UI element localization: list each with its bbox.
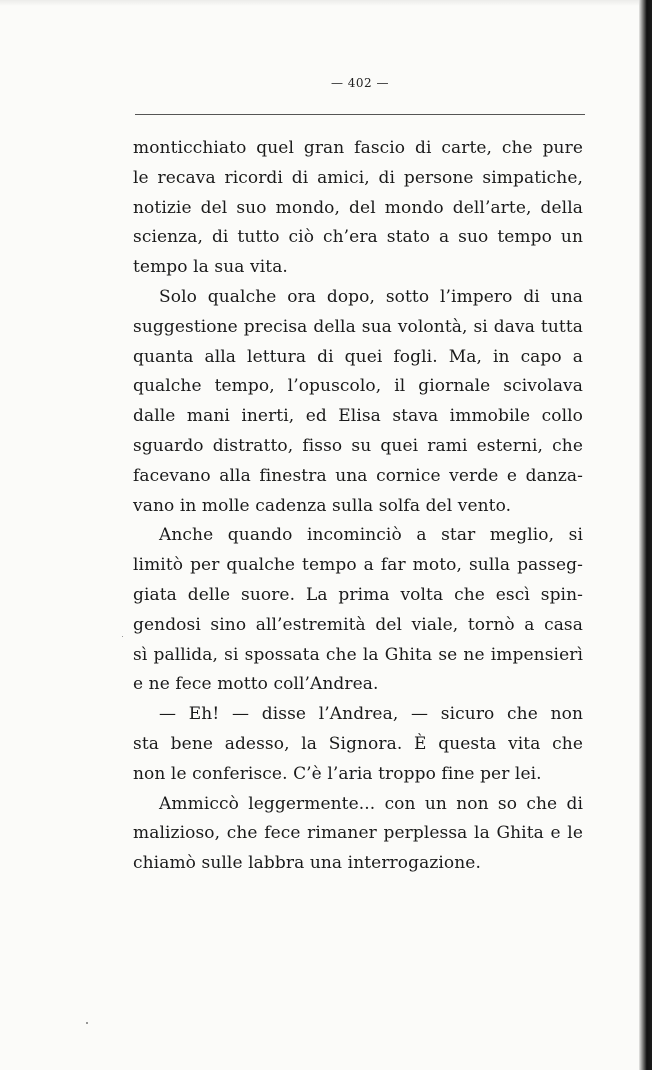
text-line: non le conferisce. C’è l’aria troppo fine per lei. — [133, 763, 542, 784]
text-line: sì pallida, si spossata che la Ghita se ne impensierì — [133, 644, 583, 665]
page-number: — 402 — — [330, 76, 390, 90]
text-line: dalle mani inerti, ed Elisa stava immobile collo — [133, 406, 583, 427]
text-line: suggestione precisa della sua volontà, si dava tutta — [133, 316, 583, 337]
paragraph-5 — [133, 790, 583, 879]
paper-speck — [122, 636, 123, 637]
paper-speck — [86, 1022, 88, 1024]
page-binding-edge — [639, 0, 652, 1070]
text-line: — Eh! — disse l’Andrea, — sicuro che non — [159, 704, 583, 725]
paragraph-4 — [133, 700, 583, 789]
text-line: Ammiccò leggermente... con un non so che di — [159, 793, 583, 814]
text-line: limitò per qualche tempo a far moto, sulla passeg- — [133, 555, 583, 576]
text-line: Anche quando incominciò a star meglio, si — [159, 525, 583, 546]
text-line: sta bene adesso, la Signora. È questa vita che — [133, 733, 583, 754]
text-line: malizioso, che fece rimaner perplessa la Ghita e le — [133, 823, 583, 844]
text-line: vano in molle cadenza sulla solfa del vento. — [133, 495, 512, 516]
text-line: monticchiato quel gran fascio di carte, che pure — [133, 138, 583, 158]
text-line: quanta alla lettura di quei fogli. Ma, in capo a — [133, 346, 583, 367]
text-line: notizie del suo mondo, del mondo dell’arte, della — [133, 197, 583, 218]
text-line: tempo la sua vita. — [133, 257, 288, 278]
paragraph-3 — [133, 521, 583, 700]
text-line: chiamò sulle labbra una interrogazione. — [133, 853, 481, 874]
text-line: Solo qualche ora dopo, sotto l’impero di una — [159, 286, 583, 307]
text-line: sguardo distratto, fisso su quei rami esterni, che — [133, 435, 583, 456]
text-line: giata delle suore. La prima volta che escì spin- — [133, 584, 583, 605]
paragraph-2 — [133, 283, 583, 521]
text-line: facevano alla finestra una cornice verde e danza- — [133, 465, 583, 486]
text-line: scienza, di tutto ciò ch’era stato a suo tempo un — [133, 227, 583, 248]
paragraph-1 — [133, 134, 583, 283]
text-line: e ne fece motto coll’Andrea. — [133, 674, 379, 695]
header-rule — [135, 114, 585, 115]
page-top-shadow — [0, 0, 652, 6]
body-text — [133, 134, 583, 879]
text-line: le recava ricordi di amici, di persone simpatiche, — [133, 167, 583, 188]
text-line: gendosi sino all’estremità del viale, tornò a casa — [133, 614, 583, 635]
text-line: qualche tempo, l’opuscolo, il giornale scivolava — [133, 376, 583, 397]
